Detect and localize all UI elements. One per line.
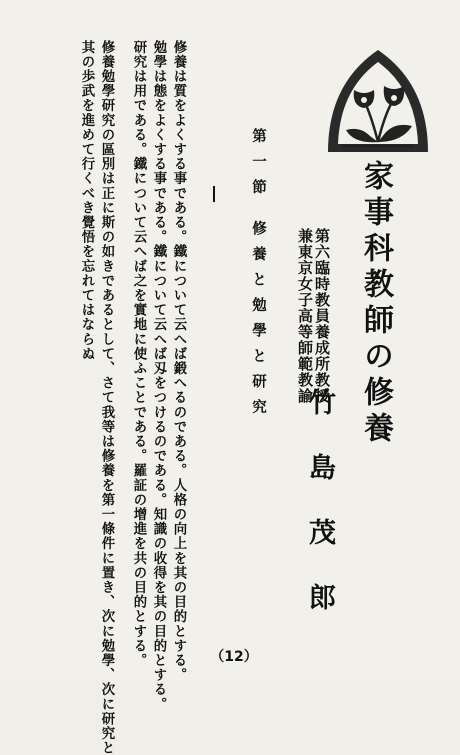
author-affiliation-line: 兼東京女子高等師範教諭 xyxy=(296,228,314,404)
paragraph-rule xyxy=(213,186,215,202)
page-number: （12） xyxy=(210,649,258,665)
body-text-column: 修養勉學研究の區別は正に斯の如きであるとして、さて我等は修養を第一條件に置き、次に勉學、次に研究と xyxy=(99,40,115,755)
author-name: 竹島茂郎 xyxy=(304,388,335,648)
floral-arch-emblem-icon xyxy=(324,46,432,156)
section-heading: 第一節 修養と勉學と研究 xyxy=(250,128,267,425)
body-text-column: 勉學は態をよくする事である。鐵について云へば刄をつけるのである。知識の收得を其の目的とする。 xyxy=(151,40,167,712)
author-affiliation-line: 第六臨時教員養成所教授 xyxy=(313,228,331,404)
body-text-column: 研究は用である。鐵について云へば之を實地に使ふことである。羅証の增進を共の目的とする。 xyxy=(131,40,147,668)
article-title: 家事科教師の修養 xyxy=(358,160,393,448)
body-text-column: 其の歩武を進めて行くべき覺悟を忘れてはならぬ xyxy=(79,40,95,362)
body-text-column: 修養は質をよくする事である。鐵について云へば鍛へるのである。人格の向上を其の目的とする。 xyxy=(171,40,187,683)
